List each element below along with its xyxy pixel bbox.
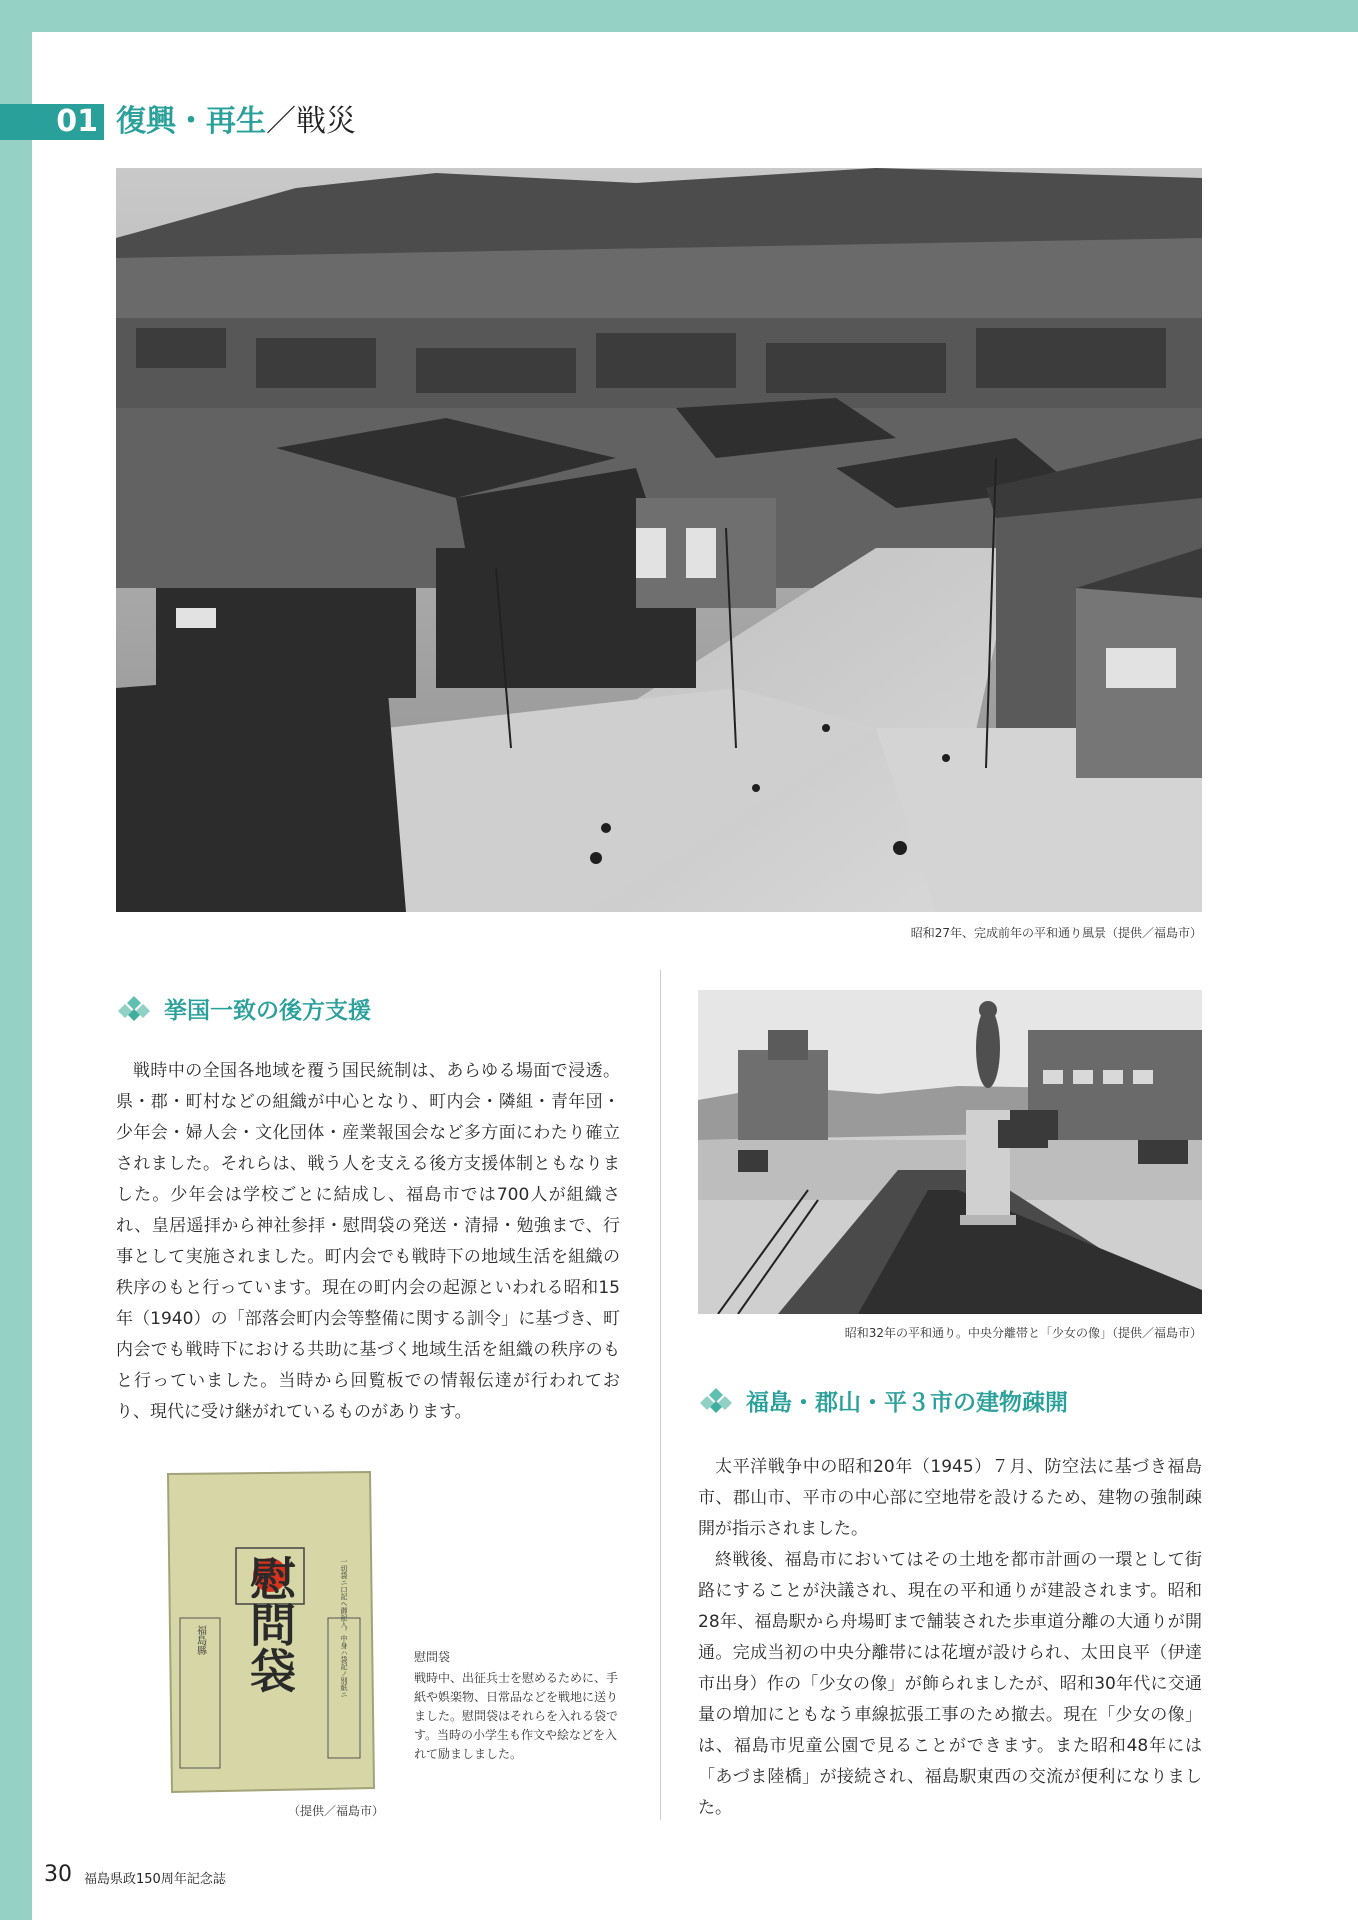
peace-street-image: [698, 990, 1202, 1314]
bag-note: [414, 1648, 624, 1764]
diamond-cluster-icon: [116, 995, 152, 1023]
bag-big-lettering: 慰問袋: [243, 1555, 297, 1693]
page-number: 30: [44, 1862, 72, 1887]
section-title-main: ／戦災: [266, 104, 356, 139]
evacuation-body: [698, 1452, 1202, 1824]
evacuation-paragraph-1: 太平洋戦争中の昭和20年（1945）７月、防空法に基づき福島市、郡山市、平市の中心部に空地帯を設けるため、建物の強制疎開が指示されました。: [698, 1457, 1202, 1539]
heading-evacuation: [698, 1384, 1068, 1417]
bag-note-title: 慰問袋: [414, 1650, 451, 1664]
main-photo: [116, 168, 1202, 912]
heading-support: [116, 992, 371, 1025]
comfort-bag-image: [160, 1468, 378, 1796]
bag-note-body: 戦時中、出征兵士を慰めるために、手紙や娯楽物、日常品などを戦地に送りました。慰問袋はそれらを入れる袋です。当時の小学生も作文や絵などを入れて励ましました。: [414, 1671, 619, 1761]
statue-photo: [698, 990, 1202, 1314]
main-photo-caption: 昭和27年、完成前年の平和通り風景（提供／福島市）: [910, 926, 1202, 940]
diamond-cluster-icon: [698, 1387, 734, 1415]
top-band: [0, 0, 1358, 32]
support-body: [116, 1056, 620, 1428]
support-paragraph: 戦時中の全国各地域を覆う国民統制は、あらゆる場面で浸透。県・郡・町村などの組織が中心となり、町内会・隣組・青年団・少年会・婦人会・文化団体・産業報国会など多方面にわたり確立されました。それらは、戦う人を支える後方支援体制ともなりました。少年会は学校ごとに結成し、福島市では700人が組織され、皇居遥拝から神社参拝・慰問袋の発送・清掃・勉強まで、行事として実施されました。町内会でも戦時下の地域生活を組織の秩序のもと行っています。現在の町内会の起源といわれる昭和15年（1940）の「部落会町内会等整備に関する訓令」に基づき、町内会でも戦時下における共助に基づく地域生活を組織の秩序のもと行っていました。当時から回覧板での情報伝達が行われており、現代に受け継がれているものがあります。: [116, 1061, 620, 1422]
bag-label-right: 一切袋ニ口記ヘ御記入。中身ハ袋記ノ別紙ニ: [340, 1558, 348, 1698]
bag-photo-caption: （提供／福島市）: [288, 1804, 385, 1818]
section-title-accent: 復興・再生: [116, 104, 266, 139]
publication-title: 福島県政150周年記念誌: [84, 1872, 226, 1887]
column-divider: [660, 970, 661, 1820]
bag-label-left: 福島縣: [194, 1625, 206, 1655]
bag-photo: [160, 1468, 378, 1796]
evacuation-paragraph-2: 終戦後、福島市においてはその土地を都市計画の一環として街路にすることが決議され、現在の平和通りが建設されます。昭和28年、福島駅から舟場町まで舗装された歩車道分離の大通りが開通。完成当初の中央分離帯には花壇が設けられ、太田良平（伊達市出身）作の「少女の像」が飾られましたが、昭和30年代に交通量の増加にともなう車線拡張工事のため撤去。現在「少女の像」は、福島市児童公園で見ることができます。また昭和48年には「あづま陸橋」が接続され、福島駅東西の交流が便利になりました。: [698, 1550, 1202, 1818]
townscape-image: [116, 168, 1202, 912]
statue-photo-caption: 昭和32年の平和通り。中央分離帯と「少女の像」（提供／福島市）: [844, 1326, 1202, 1340]
section-title: [116, 100, 356, 144]
left-band: [0, 0, 32, 1920]
section-number: 01: [0, 104, 104, 140]
heading-evacuation-text: 福島・郡山・平３市の建物疎開: [746, 1390, 1068, 1416]
heading-support-text: 挙国一致の後方支援: [164, 998, 371, 1024]
